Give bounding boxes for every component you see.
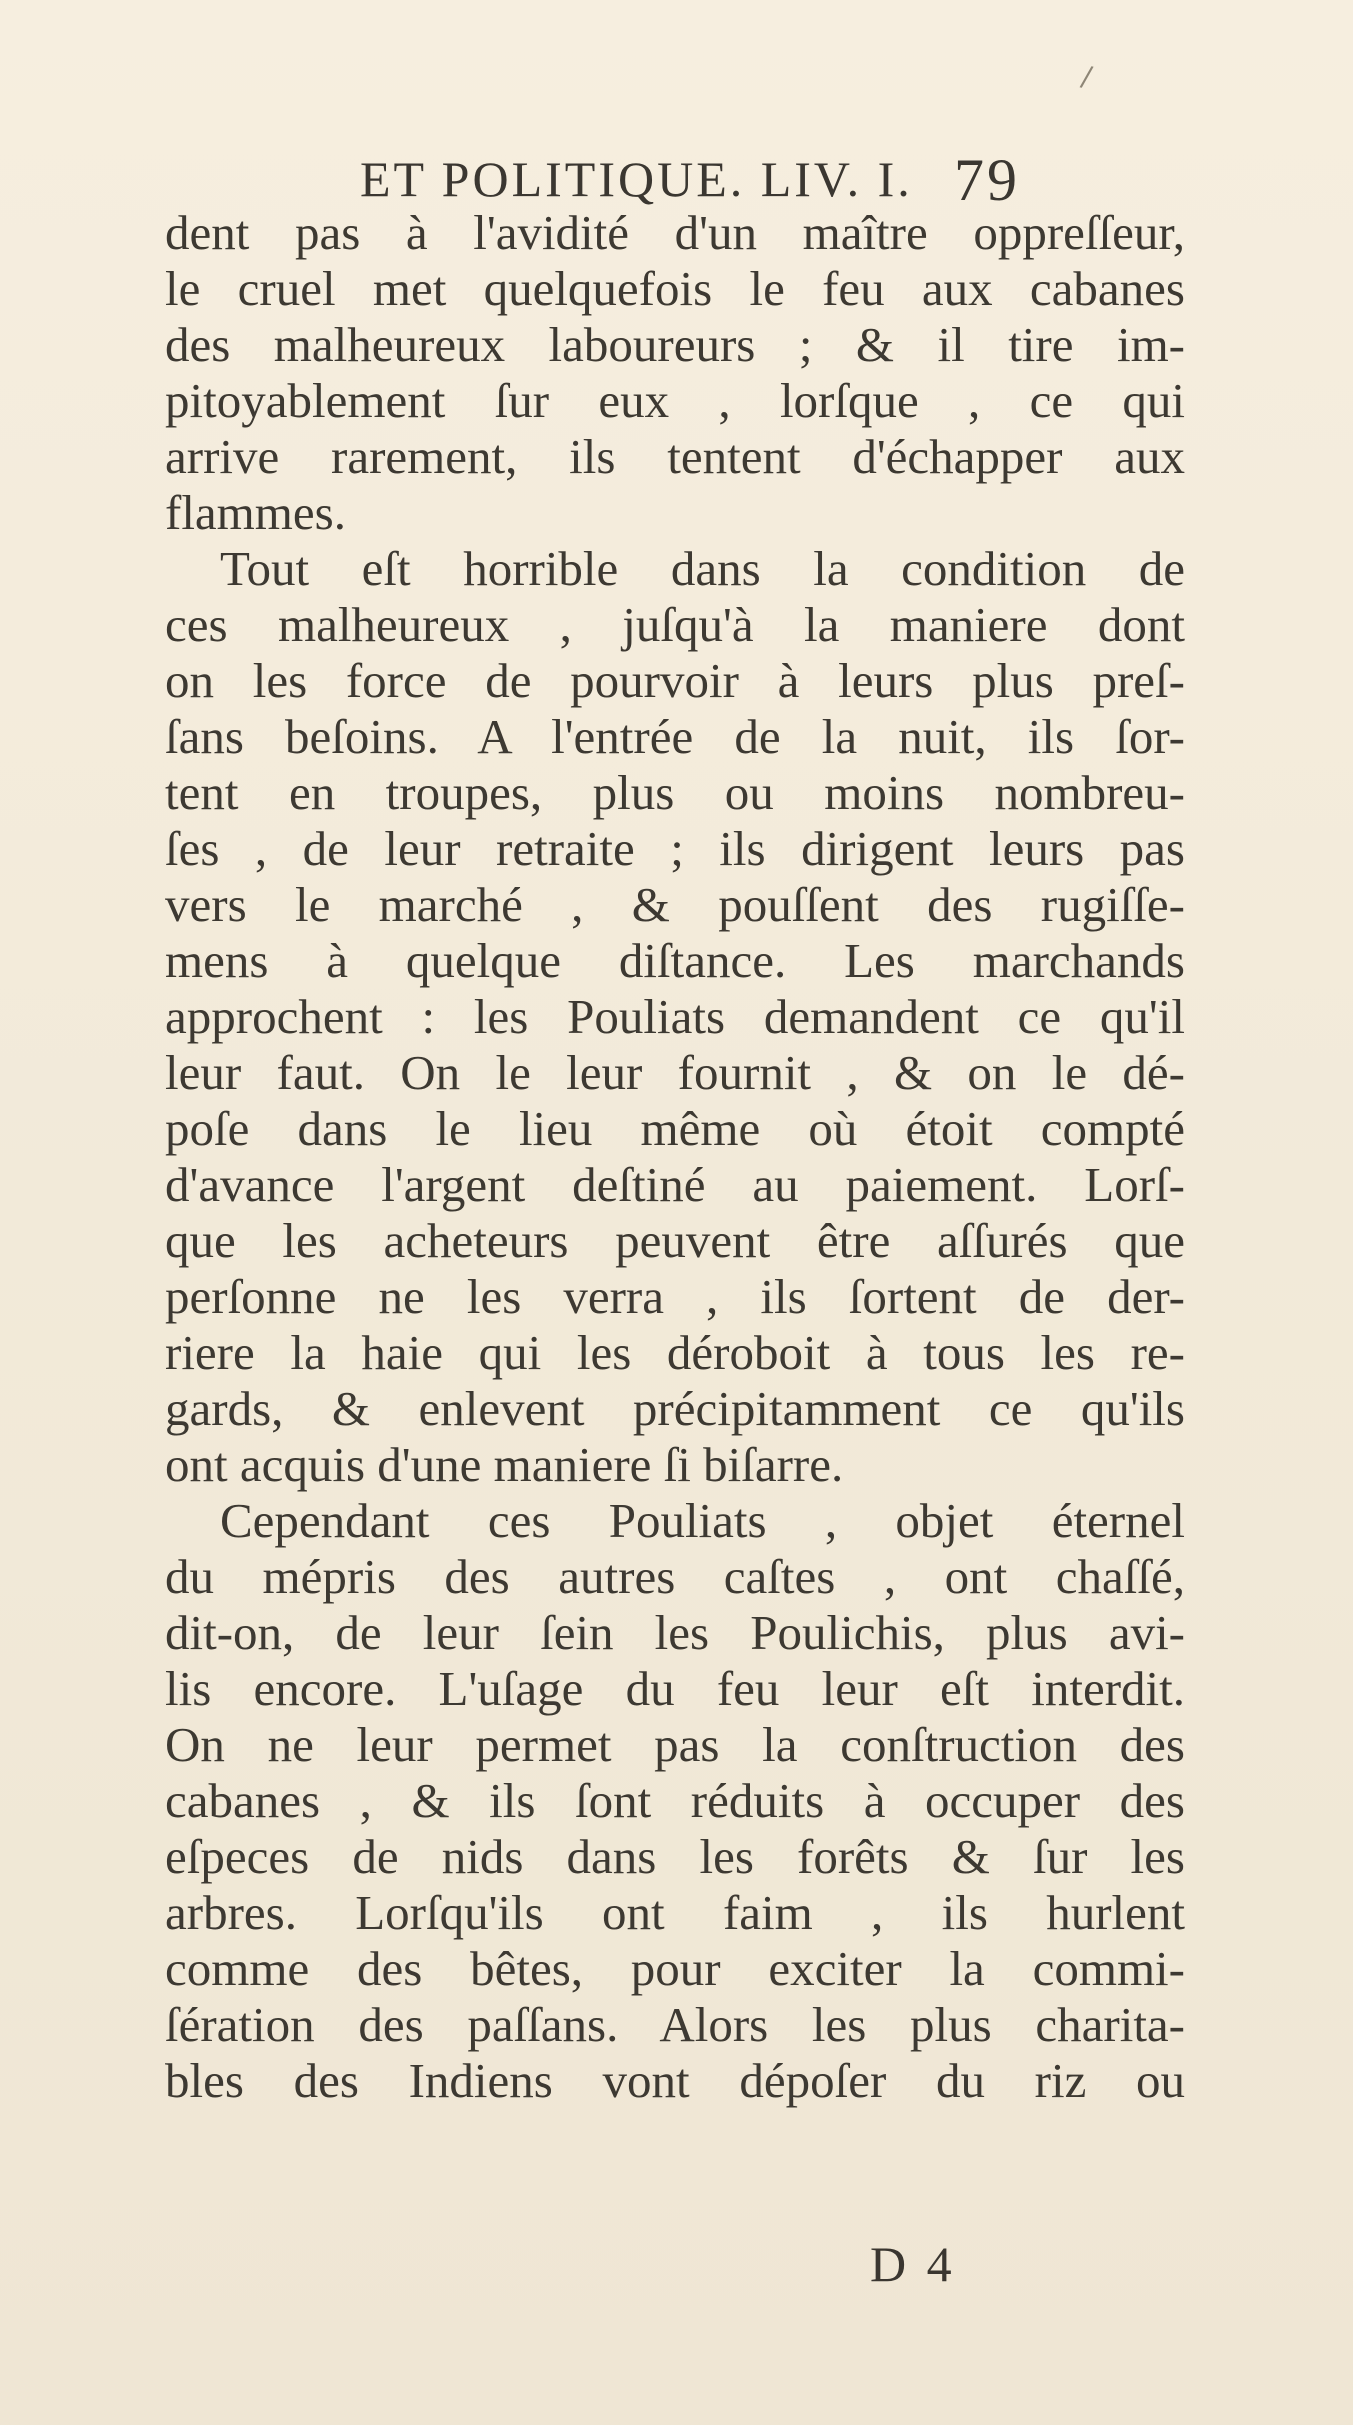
text-line: le cruel met quelquefois le feu aux cabanes [165,261,1185,316]
text-line: dent pas à l'avidité d'un maître oppreſſeur, [165,205,1185,260]
text-line: bles des Indiens vont dépoſer du riz ou [165,2053,1185,2108]
text-line: ſans beſoins. A l'entrée de la nuit, ils ſor- [165,709,1185,764]
text-line: cabanes , & ils ſont réduits à occuper des [165,1773,1185,1828]
text-line: d'avance l'argent deſtiné au paiement. Lorſ- [165,1157,1185,1212]
text-line: on les force de pourvoir à leurs plus preſ- [165,653,1185,708]
text-line: eſpeces de nids dans les forêts & ſur les [165,1829,1185,1884]
text-line: vers le marché , & pouſſent des rugiſſe- [165,877,1185,932]
text-line: arrive rarement, ils tentent d'échapper aux [165,429,1185,484]
text-line: comme des bêtes, pour exciter la commi- [165,1941,1185,1996]
text-line: gards, & enlevent précipitamment ce qu'ils [165,1381,1185,1436]
ink-mark: / [1078,59,1095,94]
text-line: mens à quelque diſtance. Les marchands [165,933,1185,988]
text-line: que les acheteurs peuvent être aſſurés que [165,1213,1185,1268]
text-line: tent en troupes, plus ou moins nombreu- [165,765,1185,820]
text-line: On ne leur permet pas la conſtruction des [165,1717,1185,1772]
text-line: perſonne ne les verra , ils ſortent de der- [165,1269,1185,1324]
running-title: ET POLITIQUE. LIV. I. [360,151,913,207]
text-line: poſe dans le lieu même où étoit compté [165,1101,1185,1156]
text-line: Tout eſt horrible dans la condition de [220,541,1185,596]
text-line: Cependant ces Pouliats , objet éternel [220,1493,1185,1548]
text-line: des malheureux laboureurs ; & il tire im- [165,317,1185,372]
page-number: 79 [954,147,1020,213]
text-line: ſération des paſſans. Alors les plus charita- [165,1997,1185,2052]
text-line: du mépris des autres caſtes , ont chaſſé, [165,1549,1185,1604]
text-line: ces malheureux , juſqu'à la maniere dont [165,597,1185,652]
text-line: approchent : les Pouliats demandent ce qu'il [165,989,1185,1044]
text-line: ſes , de leur retraite ; ils dirigent leurs pas [165,821,1185,876]
text-line: riere la haie qui les déroboit à tous les re- [165,1325,1185,1380]
body-text [165,205,1185,2109]
text-line: dit-on, de leur ſein les Poulichis, plus avi- [165,1605,1185,1660]
text-line: flammes. [165,485,346,540]
text-line: lis encore. L'uſage du feu leur eſt interdit. [165,1661,1185,1716]
text-line: leur faut. On le leur fournit , & on le dé- [165,1045,1185,1100]
text-line: pitoyablement ſur eux , lorſque , ce qui [165,373,1185,428]
text-line: arbres. Lorſqu'ils ont faim , ils hurlent [165,1885,1185,1940]
signature-mark: D 4 [870,2236,956,2292]
text-line: ont acquis d'une maniere ſi biſarre. [165,1437,844,1492]
